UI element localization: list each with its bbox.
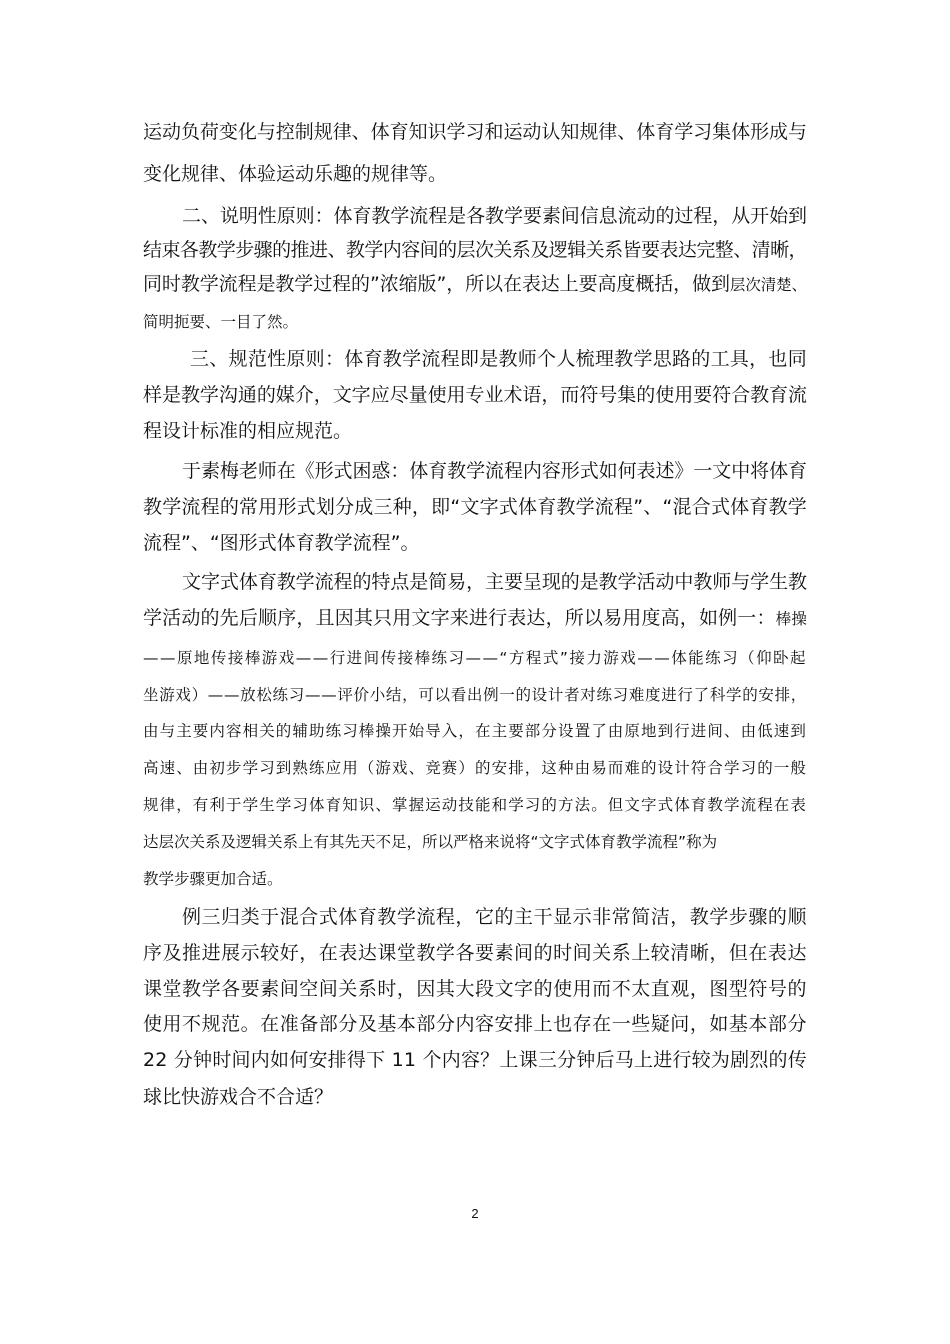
para2-line2: 结束各教学步骤的推进、教学内容间的层次关系及逻辑关系皆要表达完整、清晰，: [143, 239, 807, 261]
para5-line1: 文字式体育教学流程的特点是简易，主要呈现的是教学活动中教师与学生教: [182, 571, 807, 593]
para2-line3-main: 同时教学流程是教学过程的”浓缩版”，所以在表达上要高度概括，做到: [143, 273, 730, 295]
para5-line8: 达层次关系及逻辑关系上有其先天不足，所以严格来说将“文字式体育教学流程”称为: [143, 833, 718, 851]
para5-line3: ——原地传接棒游戏——行进间传接棒练习——“方程式”接力游戏——体能练习（仰卧起: [143, 649, 807, 667]
para4-line2: 教学流程的常用形式划分成三种，即“文字式体育教学流程”、“混合式体育教学: [143, 496, 807, 518]
para5-line2-main: 学活动的先后顺序，且因其只用文字来进行表达，所以易用度高，如例一：: [143, 607, 776, 629]
para2-line4: 简明扼要、一目了然。: [143, 313, 299, 331]
para5-line6: 高速、由初步学习到熟练应用（游戏、竞赛）的安排，这种由易而难的设计符合学习的一般: [143, 759, 808, 777]
para3-line2: 样是教学沟通的媒介，文字应尽量使用专业术语，而符号集的使用要符合教育流: [143, 384, 807, 406]
para6-line3: 课堂教学各要素间空间关系时，因其大段文字的使用而不太直观，图型符号的: [143, 978, 807, 1000]
para1-line1: 运动负荷变化与控制规律、体育知识学习和运动认知规律、体育学习集体形成与: [143, 121, 807, 143]
para6-line2: 序及推进展示较好，在表达课堂教学各要素间的时间关系上较清晰，但在表达: [143, 942, 807, 964]
para5-line9: 教学步骤更加合适。: [143, 870, 283, 888]
para6-line1: 例三归类于混合式体育教学流程，它的主干显示非常简洁，教学步骤的顺: [182, 906, 807, 928]
para5-line7: 规律，有利于学生学习体育知识、掌握运动技能和学习的方法。但文字式体育教学流程在表: [143, 796, 808, 814]
para4-line1: 于素梅老师在《形式困惑：体育教学流程内容形式如何表述》一文中将体育: [182, 460, 807, 482]
para3-line1: 三、规范性原则：体育教学流程即是教师个人梳理教学思路的工具，也同: [190, 348, 807, 370]
para2-line3-small: 层次清楚、: [729, 276, 807, 294]
para5-line4: 坐游戏）——放松练习——评价小结，可以看出例一的设计者对练习难度进行了科学的安排，: [143, 686, 807, 704]
page-number: 2: [471, 1206, 479, 1221]
para2-line1: 二、说明性原则：体育教学流程是各教学要素间信息流动的过程，从开始到: [182, 205, 807, 227]
para6-line6: 球比快游戏合不合适？: [143, 1086, 334, 1108]
para6-line5: 22 分钟时间内如何安排得下 11 个内容？上课三分钟后马上进行较为剧烈的传: [143, 1049, 807, 1071]
para2-line3: [143, 273, 807, 296]
para5-line5: 由与主要内容相关的辅助练习棒操开始导入，在主要部分设置了由原地到行进间、由低速到: [143, 722, 808, 740]
para3-line3: 程设计标准的相应规范。: [143, 420, 353, 442]
para6-line4: 使用不规范。在准备部分及基本部分内容安排上也存在一些疑问，如基本部分: [143, 1013, 807, 1035]
para5-line2: [143, 607, 807, 630]
para1-line2: 变化规律、体验运动乐趣的规律等。: [143, 163, 448, 185]
para4-line3: 流程”、“图形式体育教学流程”。: [143, 532, 420, 554]
para5-line2-small: 棒操: [775, 610, 807, 628]
